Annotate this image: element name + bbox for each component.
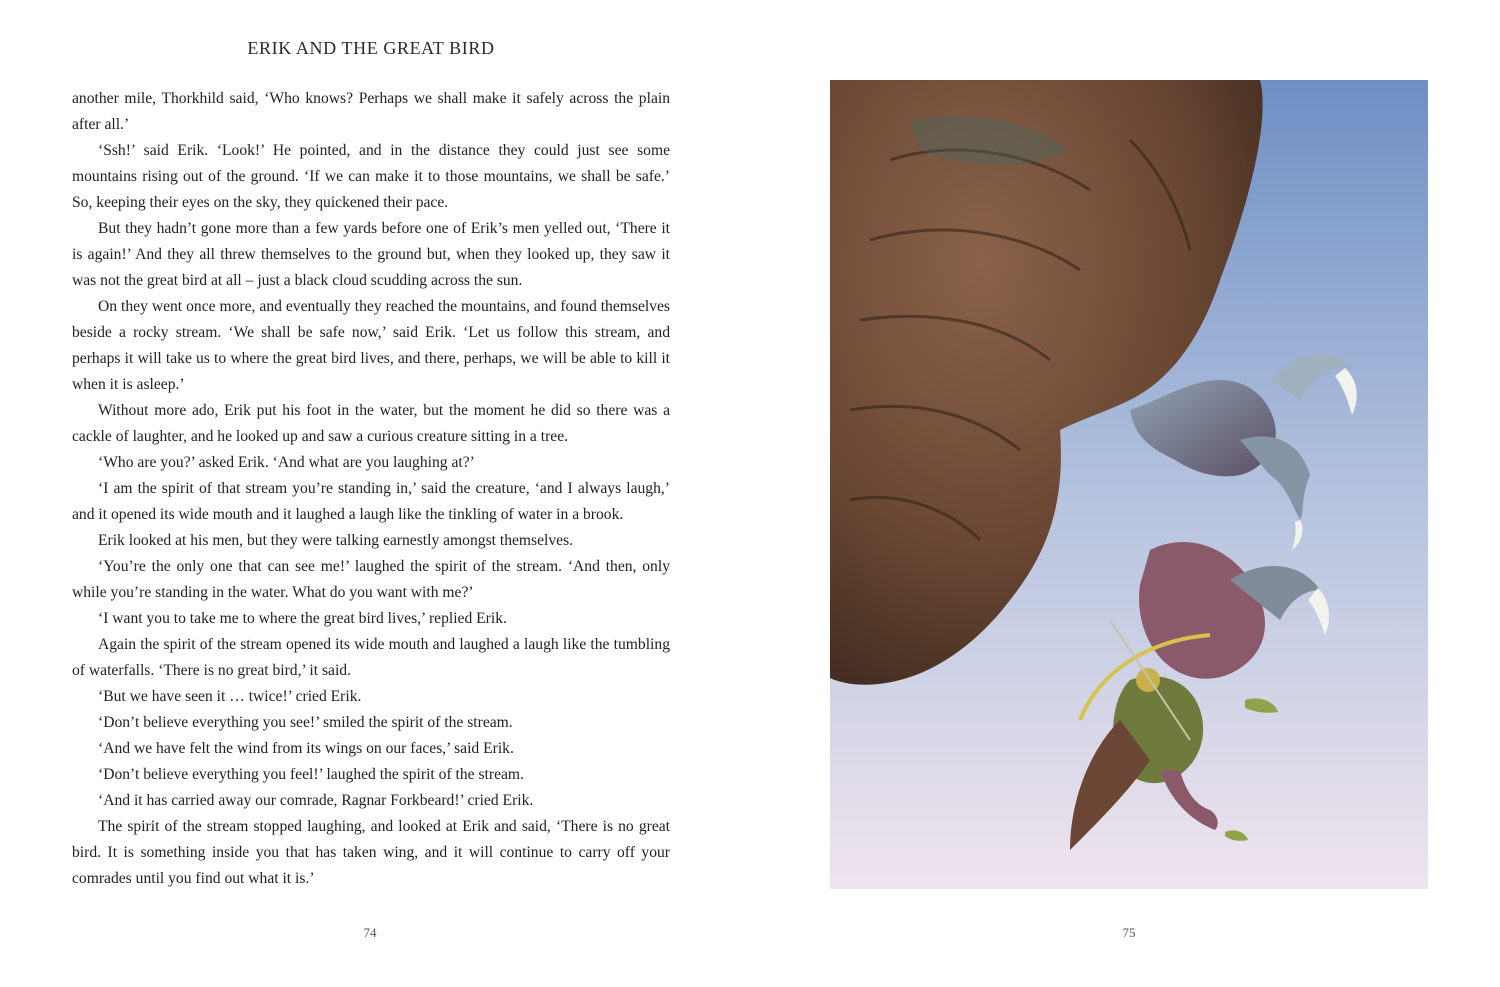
page-number-left: 74 xyxy=(363,925,377,940)
paragraph: ‘And it has carried away our comrade, Ragnar Forkbeard!’ cried Erik. xyxy=(98,792,534,809)
paragraph: ‘Who are you?’ asked Erik. ‘And what are you laughing at?’ xyxy=(98,454,475,471)
paragraph: ‘Don’t believe everything you feel!’ laughed the spirit of the stream. xyxy=(98,766,524,783)
paragraph: ‘Don’t believe everything you see!’ smiled the spirit of the stream. xyxy=(98,714,513,731)
paragraph: Without more ado, Erik put his foot in the water, but the moment he did so there was a cackle of laughter, and he looked up and saw a curious creature sitting in a tree. xyxy=(72,402,670,445)
paragraph: Again the spirit of the stream opened its wide mouth and laughed a laugh like the tumbling of waterfalls. ‘There is no great bird,’ it said. xyxy=(72,636,670,679)
paragraph: ‘Ssh!’ said Erik. ‘Look!’ He pointed, and in the distance they could just see some mountains rising out of the ground. ‘If we can make it to those mountains, we shall be safe.’ So, keeping their eyes on the sky, they quickened their pace. xyxy=(72,142,670,211)
paragraph: ‘And we have felt the wind from its wings on our faces,’ said Erik. xyxy=(98,740,514,757)
paragraph: But they hadn’t gone more than a few yards before one of Erik’s men yelled out, ‘There it is again!’ And they all threw themselves to the ground but, when they looked up, they saw it was not the great bird at all – just a black cloud scudding across the sun. xyxy=(72,220,670,289)
paragraph: ‘But we have seen it … twice!’ cried Erik. xyxy=(98,688,362,705)
paragraph: ‘I am the spirit of that stream you’re standing in,’ said the creature, ‘and I always laugh,’ and it opened its wide mouth and it laughed a laugh like the tinkling of water in a brook. xyxy=(72,480,670,523)
great-bird-illustration xyxy=(830,80,1428,889)
page-number-right: 75 xyxy=(1122,925,1136,940)
paragraph: Erik looked at his men, but they were talking earnestly amongst themselves. xyxy=(98,532,574,549)
paragraph: On they went once more, and eventually they reached the mountains, and found themselves beside a rocky stream. ‘We shall be safe now,’ said Erik. ‘Let us follow this stream, and perhaps it will take us to where the great bird lives, and there, perhaps, we will be able to kill it when it is asleep.’ xyxy=(72,298,670,393)
paragraph: The spirit of the stream stopped laughing, and looked at Erik and said, ‘There is no great bird. It is something inside you that has taken wing, and it will continue to carry off your comrades until you find out what it is.’ xyxy=(72,818,670,887)
paragraph: ‘I want you to take me to where the great bird lives,’ replied Erik. xyxy=(98,610,507,627)
running-head: ERIK AND THE GREAT BIRD xyxy=(247,38,495,58)
body-text xyxy=(72,86,670,892)
paragraph: another mile, Thorkhild said, ‘Who knows? Perhaps we shall make it safely across the plain after all.’ xyxy=(72,90,670,133)
paragraph: ‘You’re the only one that can see me!’ laughed the spirit of the stream. ‘And then, only while you’re standing in the water. What do you want with me?’ xyxy=(72,558,670,601)
right-page xyxy=(750,0,1500,987)
